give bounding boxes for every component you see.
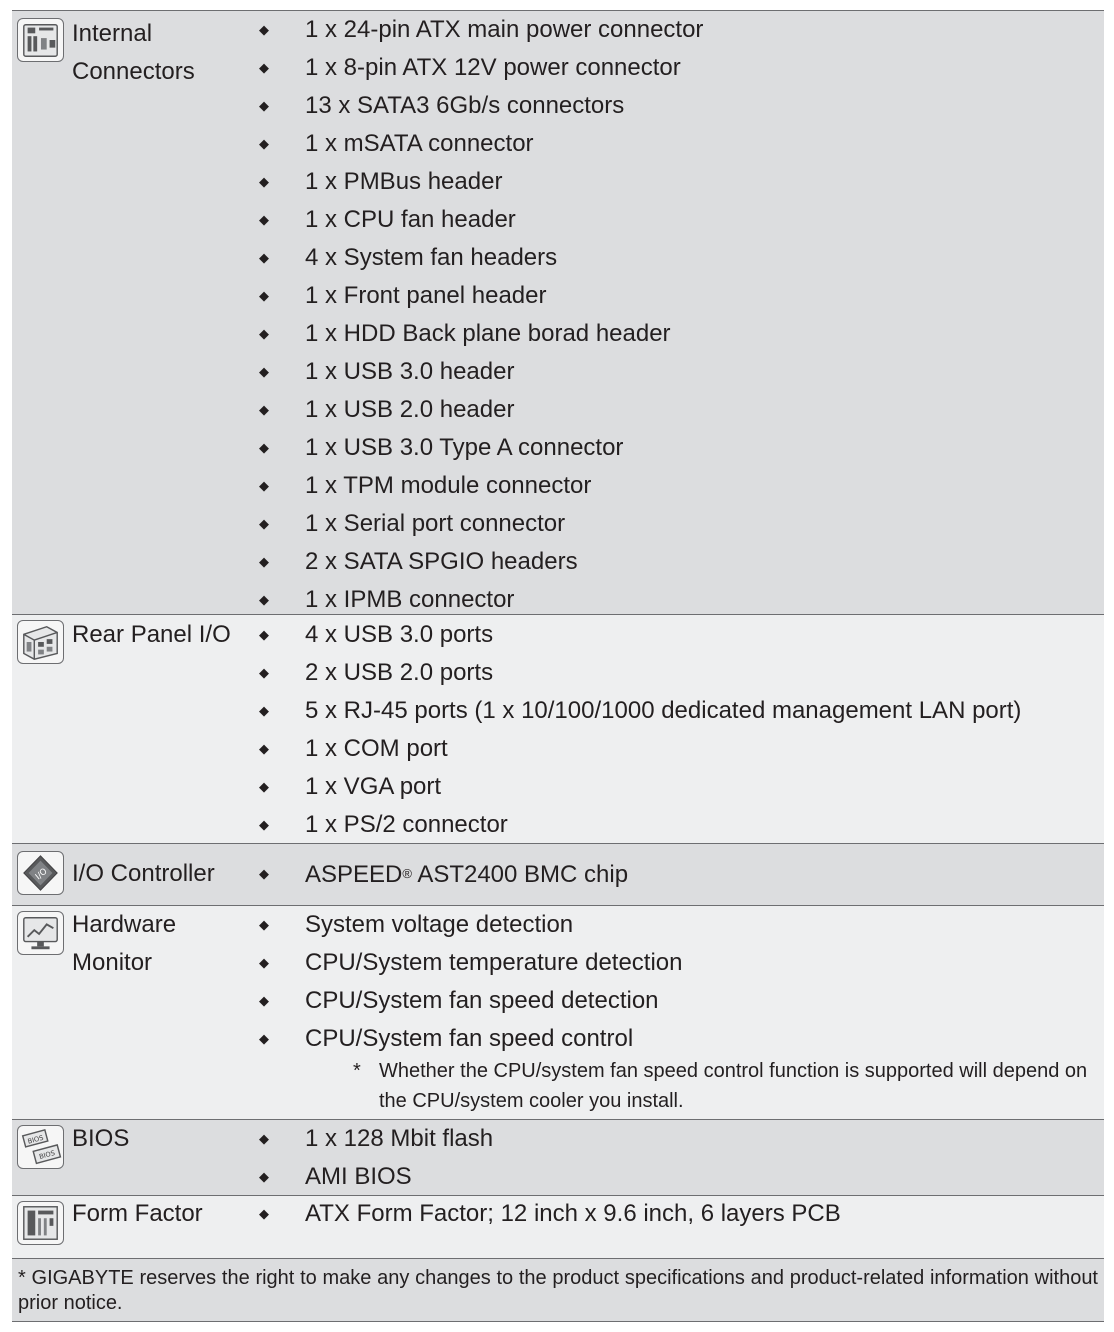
category-title: Hardware Monitor [72, 911, 177, 976]
spec-list [257, 855, 1104, 893]
spec-list [257, 1120, 1104, 1196]
bullet-icon: ◆ [259, 866, 269, 881]
bullet-icon: ◆ [259, 98, 269, 113]
disclaimer-note: * GIGABYTE reserves the right to make any changes to the product specifications and product-related information without prior notice. [12, 1258, 1104, 1322]
bullet-icon: ◆ [259, 1206, 269, 1221]
list-item: ◆ 1 x 24-pin ATX main power connector [257, 11, 1104, 49]
category-title: Rear Panel I/O [72, 621, 231, 648]
bullet-icon: ◆ [259, 627, 269, 642]
list-item: ◆ 2 x USB 2.0 ports [257, 654, 1104, 692]
bullet-icon: ◆ [259, 993, 269, 1008]
bullet-icon: ◆ [259, 174, 269, 189]
category-title: Form Factor [72, 1200, 203, 1227]
bullet-icon: ◆ [259, 22, 269, 37]
spec-list [257, 11, 1104, 619]
list-item: ◆ 5 x RJ-45 ports (1 x 10/100/1000 dedicated management LAN port) [257, 692, 1104, 730]
category-title: I/O Controller [72, 860, 215, 887]
bios-chip-icon [17, 1125, 64, 1169]
bullet-icon: ◆ [259, 326, 269, 341]
spec-list [257, 616, 1104, 844]
list-item: ◆ 1 x COM port [257, 730, 1104, 768]
list-item: ◆ AMI BIOS [257, 1158, 1104, 1196]
bullet-icon: ◆ [259, 1031, 269, 1046]
bullet-icon: ◆ [259, 1131, 269, 1146]
bullet-icon: ◆ [259, 250, 269, 265]
spec-list [257, 906, 1104, 1116]
list-item: ◆ ASPEED® AST2400 BMC chip [257, 855, 1104, 893]
list-item: ◆ 1 x Front panel header [257, 277, 1104, 315]
list-item: ◆ System voltage detection [257, 906, 1104, 944]
motherboard-connectors-icon [17, 18, 64, 62]
spec-row-hardware-monitor [12, 906, 1104, 1120]
list-item: ◆ CPU/System fan speed detection [257, 982, 1104, 1020]
bullet-icon: ◆ [259, 817, 269, 832]
spec-row-form-factor [12, 1196, 1104, 1258]
bullet-icon: ◆ [259, 917, 269, 932]
bullet-icon: ◆ [259, 1169, 269, 1184]
bullet-icon: ◆ [259, 741, 269, 756]
category-title: BIOS [72, 1125, 130, 1152]
list-item: ◆ 1 x HDD Back plane borad header [257, 315, 1104, 353]
bullet-icon: ◆ [259, 516, 269, 531]
bullet-icon: ◆ [259, 440, 269, 455]
bullet-icon: ◆ [259, 136, 269, 151]
list-item: ◆ 1 x PMBus header [257, 163, 1104, 201]
list-item: ◆ 1 x CPU fan header [257, 201, 1104, 239]
list-item: ◆ 1 x TPM module connector [257, 467, 1104, 505]
io-controller-chip-icon [17, 851, 64, 895]
bullet-icon: ◆ [259, 288, 269, 303]
list-item: ◆ 13 x SATA3 6Gb/s connectors [257, 87, 1104, 125]
list-item: ◆ 1 x mSATA connector [257, 125, 1104, 163]
list-item: ◆ 1 x VGA port [257, 768, 1104, 806]
spec-row-internal-connectors [12, 11, 1104, 615]
bullet-icon: ◆ [259, 60, 269, 75]
list-item: ◆ 2 x SATA SPGIO headers [257, 543, 1104, 581]
bullet-icon: ◆ [259, 478, 269, 493]
list-item: ◆ CPU/System temperature detection [257, 944, 1104, 982]
category-title: Internal Connectors [72, 20, 195, 85]
bullet-icon: ◆ [259, 212, 269, 227]
list-item: ◆ 1 x USB 2.0 header [257, 391, 1104, 429]
bullet-icon: ◆ [259, 592, 269, 607]
list-item: ◆ 1 x Serial port connector [257, 505, 1104, 543]
list-item: ◆ 4 x USB 3.0 ports [257, 616, 1104, 654]
list-item: ◆ 1 x 8-pin ATX 12V power connector [257, 49, 1104, 87]
list-item: ◆ 1 x IPMB connector [257, 581, 1104, 619]
list-item: ◆ 1 x PS/2 connector [257, 806, 1104, 844]
list-item: ◆ 1 x USB 3.0 Type A connector [257, 429, 1104, 467]
list-item: ◆ ATX Form Factor; 12 inch x 9.6 inch, 6 layers PCB [257, 1195, 1104, 1233]
svg-text:BIOS: BIOS [38, 1149, 56, 1161]
svg-text:BIOS: BIOS [26, 1133, 45, 1146]
form-factor-board-icon [17, 1201, 64, 1245]
spec-row-bios [12, 1120, 1104, 1196]
list-item: ◆ 1 x USB 3.0 header [257, 353, 1104, 391]
hardware-monitor-icon [17, 911, 64, 955]
spec-row-rear-panel-io [12, 615, 1104, 844]
svg-text:I/O: I/O [33, 866, 50, 883]
bullet-icon: ◆ [259, 955, 269, 970]
spec-row-io-controller [12, 844, 1104, 906]
bullet-icon: ◆ [259, 402, 269, 417]
list-item: ◆ CPU/System fan speed control [257, 1020, 1104, 1058]
footnote: * Whether the CPU/system fan speed control function is supported will depend on the CPU/system cooler you install. [353, 1060, 1088, 1112]
specification-table [12, 10, 1104, 1258]
bullet-icon: ◆ [259, 364, 269, 379]
list-item: ◆ 1 x 128 Mbit flash [257, 1120, 1104, 1158]
spec-list [257, 1195, 1104, 1233]
bullet-icon: ◆ [259, 703, 269, 718]
bullet-icon: ◆ [259, 779, 269, 794]
rear-panel-io-icon [17, 620, 64, 664]
list-item: ◆ 4 x System fan headers [257, 239, 1104, 277]
bullet-icon: ◆ [259, 554, 269, 569]
bullet-icon: ◆ [259, 665, 269, 680]
